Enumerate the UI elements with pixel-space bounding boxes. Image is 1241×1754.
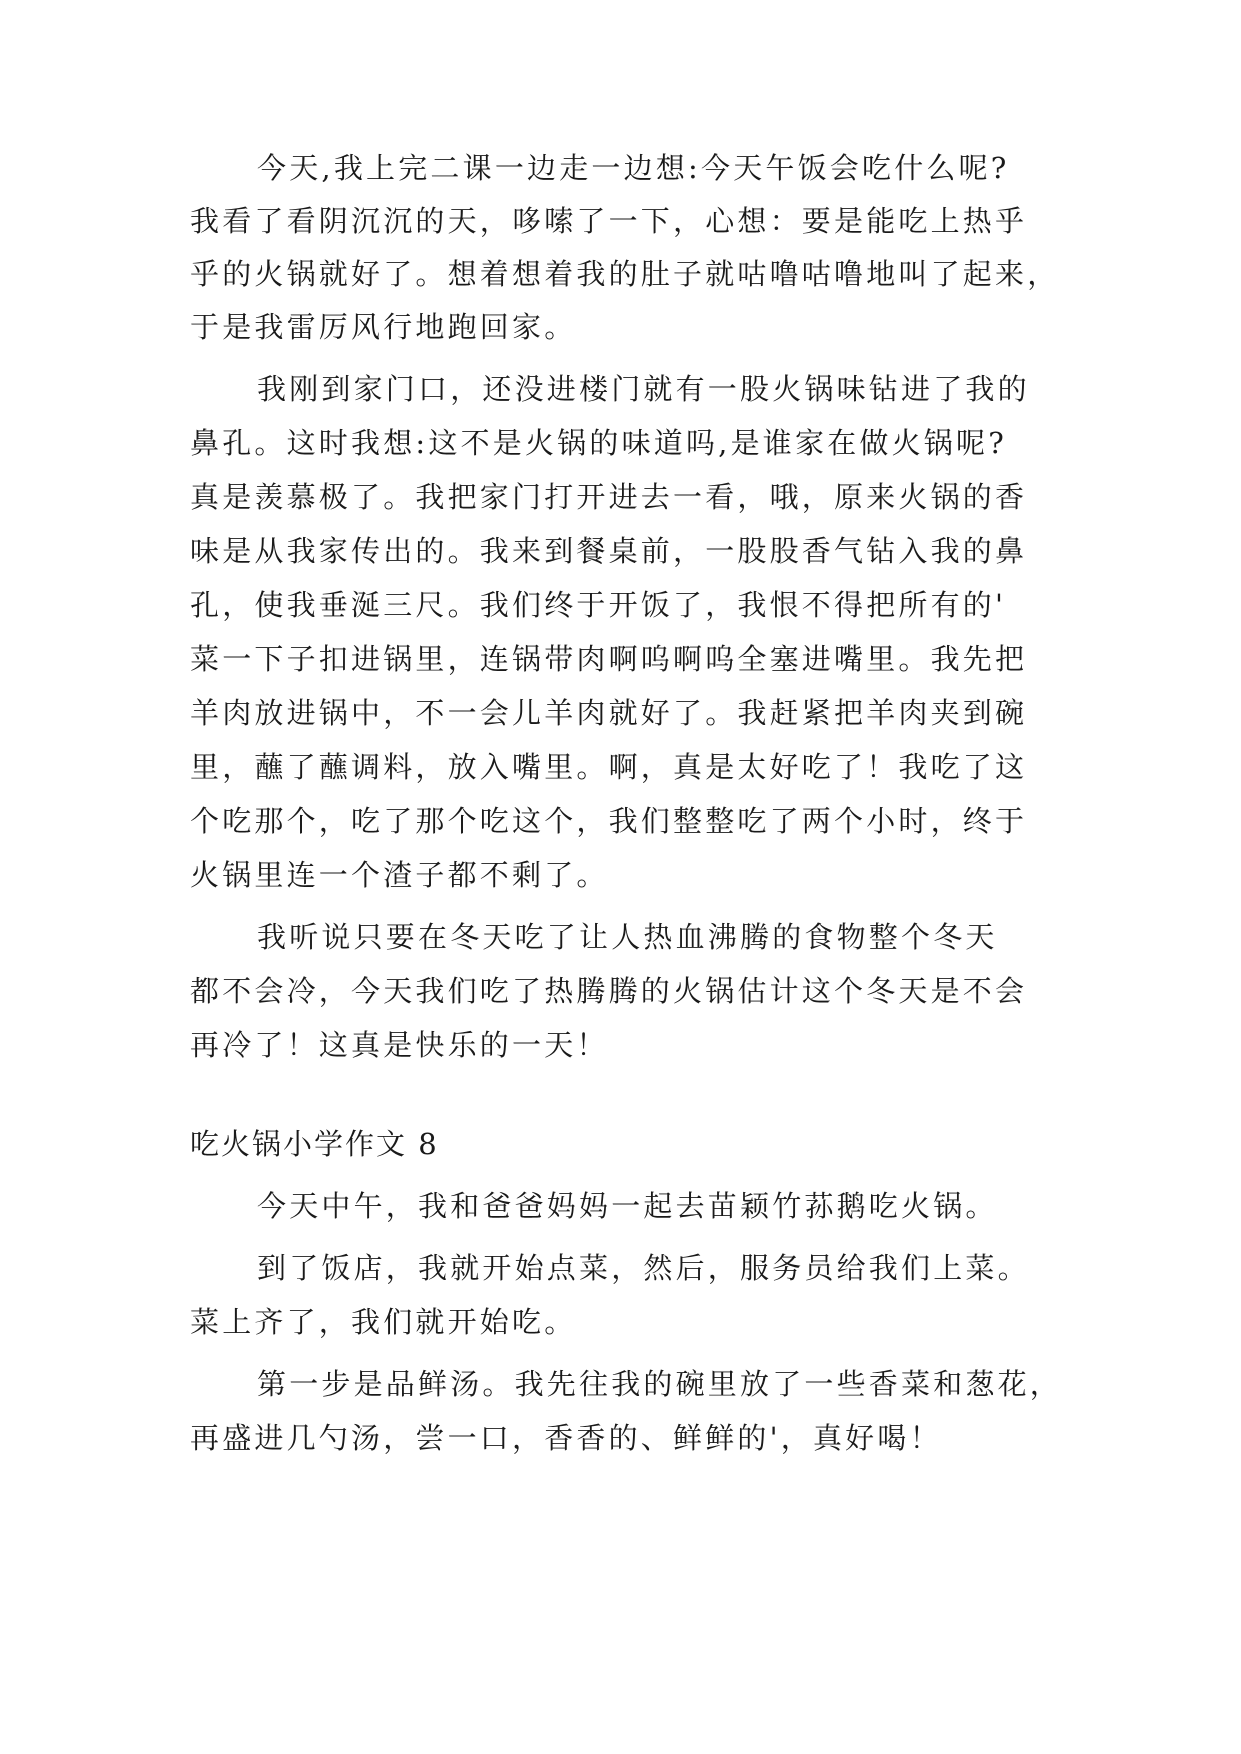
paragraph-6-line-2: 再盛进几勺汤，尝一口，香香的、鲜鲜的'，真好喝！ [190, 1421, 942, 1455]
paragraph-2-line-8: 里，蘸了蘸调料，放入嘴里。啊，真是太好吃了！我吃了这 [190, 750, 1028, 784]
paragraph-1-line-3: 乎的火锅就好了。想着想着我的肚子就咕噜咕噜地叫了起来， [190, 257, 1060, 291]
paragraph-2-line-9: 个吃那个，吃了那个吃这个，我们整整吃了两个小时，终于 [190, 804, 1028, 838]
paragraph-1-line-2: 我看了看阴沉沉的天，哆嗦了一下，心想：要是能吃上热乎 [190, 204, 1028, 238]
section-title: 吃火锅小学作文 8 [190, 1127, 439, 1161]
paragraph-2-line-10: 火锅里连一个渣子都不剩了。 [190, 858, 609, 892]
paragraph-6-line-1: 第一步是品鲜汤。我先往我的碗里放了一些香菜和葱花， [257, 1367, 1063, 1401]
paragraph-2-line-1: 我刚到家门口，还没进楼门就有一股火锅味钻进了我的 [257, 372, 1030, 406]
paragraph-3-line-1: 我听说只要在冬天吃了让人热血沸腾的食物整个冬天 [257, 920, 998, 954]
paragraph-1-line-4: 于是我雷厉风行地跑回家。 [190, 310, 577, 344]
paragraph-1-line-1: 今天,我上完二课一边走一边想:今天午饭会吃什么呢? [257, 151, 1010, 185]
paragraph-2-line-2: 鼻孔。这时我想:这不是火锅的味道吗,是谁家在做火锅呢? [190, 426, 1007, 460]
paragraph-2-line-6: 菜一下子扣进锅里，连锅带肉啊呜啊呜全塞进嘴里。我先把 [190, 642, 1028, 676]
paragraph-4-line-1: 今天中午，我和爸爸妈妈一起去苗颖竹荪鹅吃火锅。 [257, 1189, 998, 1223]
paragraph-5-line-2: 菜上齐了，我们就开始吃。 [190, 1305, 577, 1339]
paragraph-2-line-4: 味是从我家传出的。我来到餐桌前，一股股香气钻入我的鼻 [190, 534, 1028, 568]
paragraph-2-line-3: 真是羡慕极了。我把家门打开进去一看，哦，原来火锅的香 [190, 480, 1028, 514]
paragraph-3-line-3: 再冷了！这真是快乐的一天！ [190, 1028, 609, 1062]
paragraph-5-line-1: 到了饭店，我就开始点菜，然后，服务员给我们上菜。 [257, 1251, 1030, 1285]
paragraph-2-line-7: 羊肉放进锅中，不一会儿羊肉就好了。我赶紧把羊肉夹到碗 [190, 696, 1028, 730]
paragraph-2-line-5: 孔，使我垂涎三尺。我们终于开饭了，我恨不得把所有的' [190, 588, 1007, 622]
paragraph-3-line-2: 都不会冷，今天我们吃了热腾腾的火锅估计这个冬天是不会 [190, 974, 1028, 1008]
